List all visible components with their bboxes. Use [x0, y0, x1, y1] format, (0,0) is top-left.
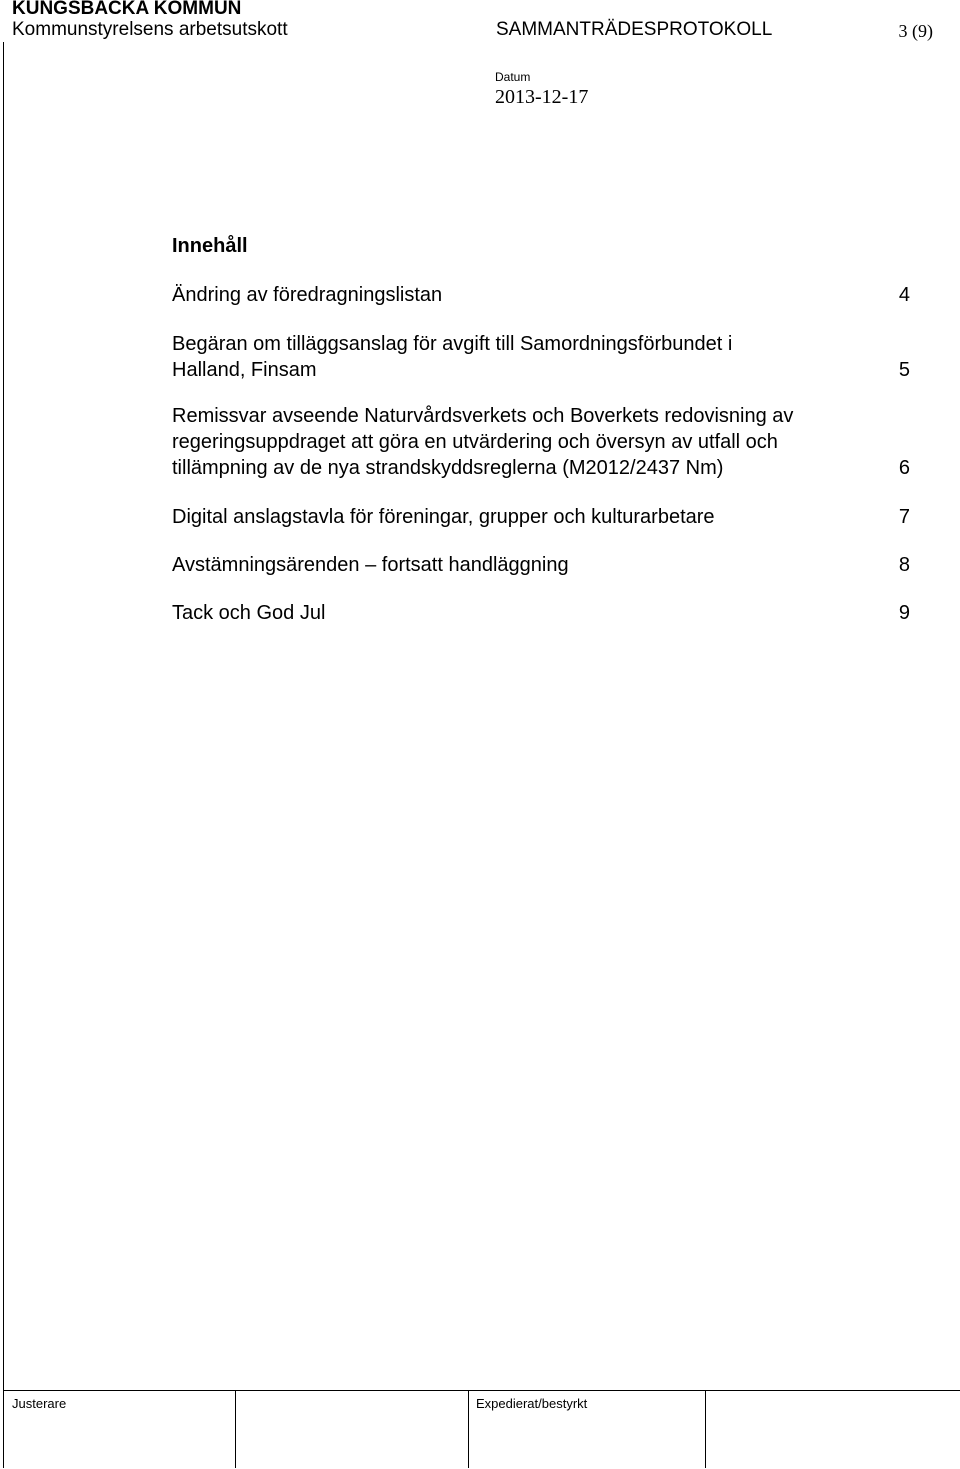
document-type: SAMMANTRÄDESPROTOKOLL: [496, 19, 773, 40]
toc-entry: [172, 331, 910, 383]
toc-entry-title: Ändring av föredragningslistan: [172, 284, 443, 306]
toc-entry: [172, 600, 910, 626]
toc-entry-title: Remissvar avseende Naturvårdsverkets och Boverkets redovisning av regeringsuppdraget att göra en utvärdering och översyn av utfall och tillämpning av de nya strandskyddsreglerna (M2012/2437 Nm): [172, 405, 794, 479]
left-margin-line: [3, 42, 4, 1468]
toc-entry: [172, 552, 910, 578]
justerare-label: Justerare: [12, 1396, 67, 1411]
toc-entry-title: Begäran om tilläggsanslag för avgift till Samordningsförbundet i Halland, Finsam: [172, 333, 733, 381]
expedierat-label: Expedierat/bestyrkt: [476, 1396, 588, 1411]
organization-name: KUNGSBACKA KOMMUN: [12, 0, 242, 19]
committee-name: Kommunstyrelsens arbetsutskott: [12, 19, 288, 40]
toc-entry-title: Digital anslagstavla för föreningar, grupper och kulturarbetare: [172, 506, 715, 528]
date-value: 2013-12-17: [495, 86, 589, 108]
toc-entry-title: Avstämningsärenden – fortsatt handläggning: [172, 554, 569, 576]
page-number: 3 (9): [898, 21, 933, 41]
toc-entry-page: 4: [898, 284, 910, 306]
footer-top-line: [3, 1390, 960, 1391]
toc-entry-page: 9: [898, 602, 910, 624]
toc-entry-title: Tack och God Jul: [172, 602, 326, 624]
date-label: Datum: [495, 70, 531, 84]
footer-divider: [705, 1390, 706, 1468]
toc-entry-page: 8: [898, 554, 910, 576]
toc-entry-page: 7: [898, 506, 910, 528]
toc-entry-page: 5: [898, 359, 910, 381]
footer-divider: [235, 1390, 236, 1468]
toc-entry: [172, 403, 910, 481]
toc-entry: [172, 504, 910, 530]
toc-heading: Innehåll: [172, 235, 248, 257]
toc-entry-page: 6: [898, 457, 910, 479]
toc-entry: [172, 282, 910, 308]
footer-divider: [468, 1390, 469, 1468]
